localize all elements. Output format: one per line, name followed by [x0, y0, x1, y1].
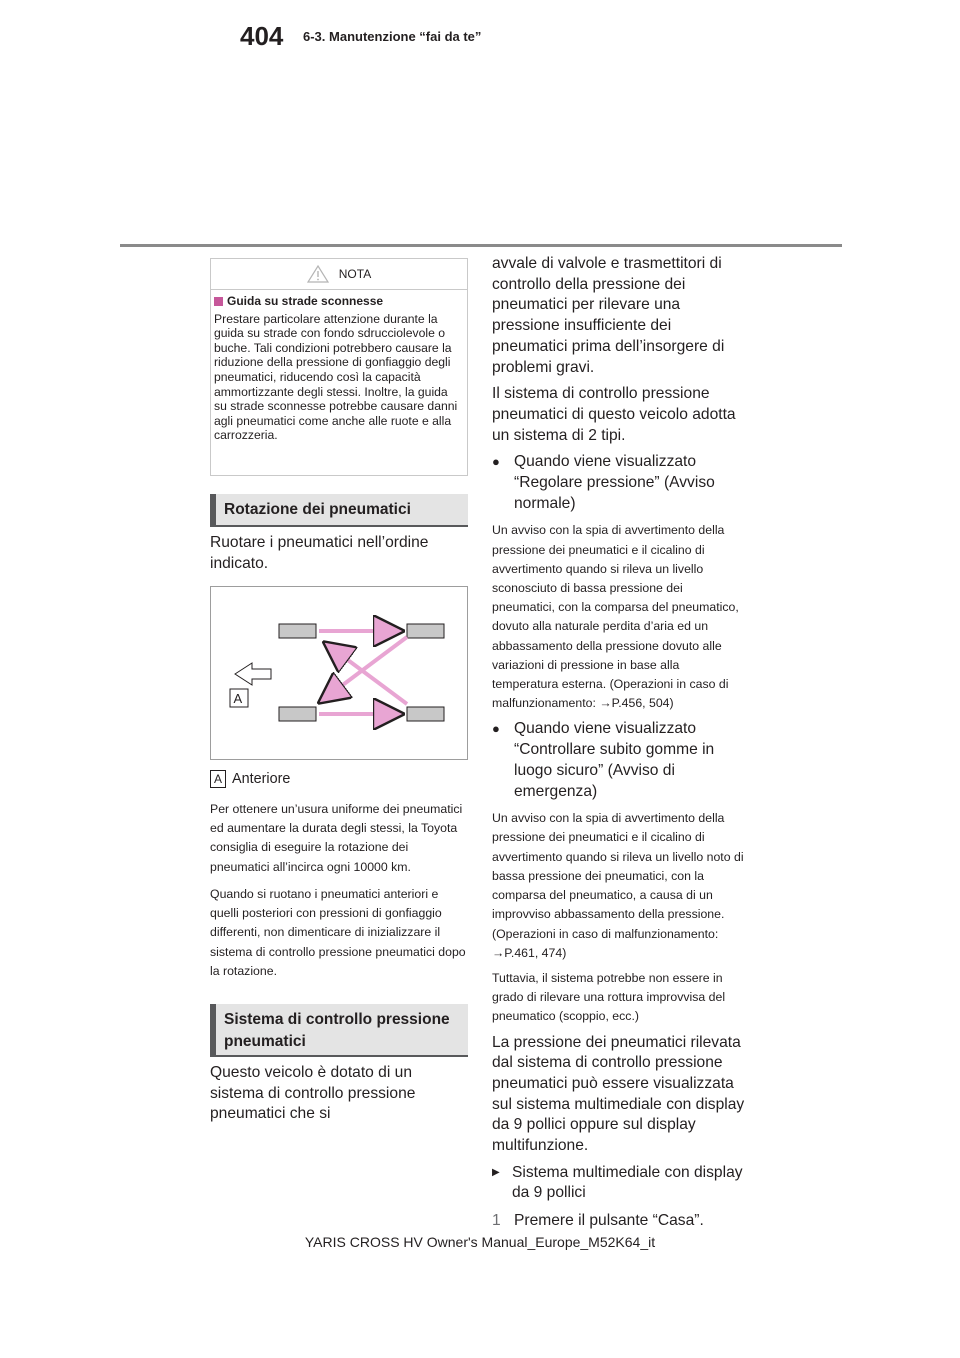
note-label: NOTA	[338, 267, 372, 281]
note-body	[211, 290, 467, 443]
tire-front-left	[279, 624, 316, 638]
bullet-icon: ●	[492, 721, 500, 737]
bullet-normal-warning	[492, 452, 745, 514]
bullet-icon: ●	[492, 454, 500, 470]
warning-icon	[307, 265, 329, 283]
note-title-text: Guida su strade sconnesse	[227, 294, 384, 308]
front-direction-arrow	[235, 663, 271, 685]
footer-manual-title: YARIS CROSS HV Owner's Manual_Europe_M52K64_it	[304, 1234, 656, 1250]
arrow-diagonal-up	[329, 646, 407, 704]
note-header	[211, 259, 467, 290]
note-text: Prestare particolare attenzione durante la guida su strade con fondo sdrucciolevole o buche. Tali condizioni potrebbero causare la riduzione della pressione di gonfiaggio degli pneumatici, riducendo così la capacità ammortizzante degli stessi. Inoltre, la guida su strade sconnesse potrebbe causare danni agli pneumatici come anche alle ruote e alla carrozzeria.	[214, 311, 458, 443]
square-bullet-icon	[214, 297, 223, 306]
bullet-emergency-warning	[492, 719, 745, 802]
step-number: 1	[492, 1212, 501, 1230]
note-box	[210, 258, 468, 476]
triangle-bullet-icon: ▶	[492, 1166, 500, 1178]
tire-front-right	[407, 624, 444, 638]
rotation-intro: Ruotare i pneumatici nell’ordine indicato.	[210, 534, 429, 572]
sub-heading	[492, 1163, 745, 1204]
page-number: 404	[240, 21, 284, 51]
rotation-paragraph-2: Quando si ruotano i pneumatici anteriori e quelli posteriori con pressioni di gonfiaggio differenti, non dimenticare di inizializzare il sistema di controllo pressione pneumatici dopo la rotazione.	[210, 887, 466, 978]
legend-label: Anteriore	[232, 771, 291, 787]
step-1	[492, 1211, 745, 1232]
right-column	[492, 254, 745, 1232]
emergency-warning-note: Tuttavia, il sistema potrebbe non essere in grado di rilevare una rottura improvvisa del pneumatico (scoppio, ecc.)	[492, 970, 726, 1024]
label-a: A	[233, 691, 243, 706]
section-title: 6-3. Manutenzione “fai da te”	[303, 29, 482, 44]
header-rule	[120, 244, 842, 247]
tire-rotation-diagram	[210, 586, 468, 760]
rotation-heading: Rotazione dei pneumatici	[210, 494, 468, 527]
system-heading: Sistema di controllo pressione pneumatici	[210, 1004, 468, 1057]
emergency-warning-text: Un avviso con la spia di avvertimento della pressione dei pneumatici e il cicalino di avvertimento quando si rileva un livello noto di bassa pressione dei pneumatici, con la comparsa del pneumatico, a causa di un improvviso abbassamento della pressione. (Operazioni in caso di malfunzionamento: →P.461, 474)	[492, 811, 744, 960]
tire-rear-right	[407, 707, 444, 721]
bullet-emergency-title: Quando viene visualizzato “Controllare subito gomme in luogo sicuro” (Avviso di emergenza)	[514, 720, 715, 800]
rotation-paragraph-1: Per ottenere un’usura uniforme dei pneumatici ed aumentare la durata degli stessi, la Toyota consiglia di eseguire la rotazione dei pneumatici all’incirca ogni 10000 km.	[210, 802, 463, 874]
right-paragraph-2: Il sistema di controllo pressione pneumatici di questo veicolo adotta un sistema di 2 tipi.	[492, 385, 736, 444]
normal-warning-text: Un avviso con la spia di avvertimento della pressione dei pneumatici e il cicalino di avvertimento quando si rileva un livello sconosciuto di bassa pressione dei pneumatici, con la comparsa del pneumatico, dovuto alla naturale perdita d’aria ed un abbassamento della pressione dovuto alle variazioni di pressione in base alla temperatura esterna. (Operazioni in caso di malfunzionamento: →P.456, 504)	[492, 523, 739, 711]
right-paragraph-3: La pressione dei pneumatici rilevata dal sistema di controllo pressione pneumatici può essere visualizzata sul sistema multimediale con display da 9 pollici oppure sul display multifunzione.	[492, 1033, 745, 1155]
right-paragraph-1: avvale di valvole e trasmettitori di controllo della pressione dei pneumatici per rilevare una pressione insufficiente dei pneumatici prima dell’insorgere di problemi gravi.	[492, 255, 725, 376]
note-title	[214, 294, 463, 309]
legend-letter: A	[210, 770, 226, 788]
sub-heading-text: Sistema multimediale con display da 9 pollici	[512, 1163, 743, 1202]
tire-rear-left	[279, 707, 316, 721]
system-intro: Questo veicolo è dotato di un sistema di controllo pressione pneumatici che si	[210, 1064, 416, 1123]
step-text: Premere il pulsante “Casa”.	[514, 1212, 704, 1230]
arrow-diagonal-down	[324, 637, 407, 699]
bullet-normal-title: Quando viene visualizzato “Regolare pressione” (Avviso normale)	[514, 453, 715, 512]
diagram-legend	[210, 770, 290, 788]
